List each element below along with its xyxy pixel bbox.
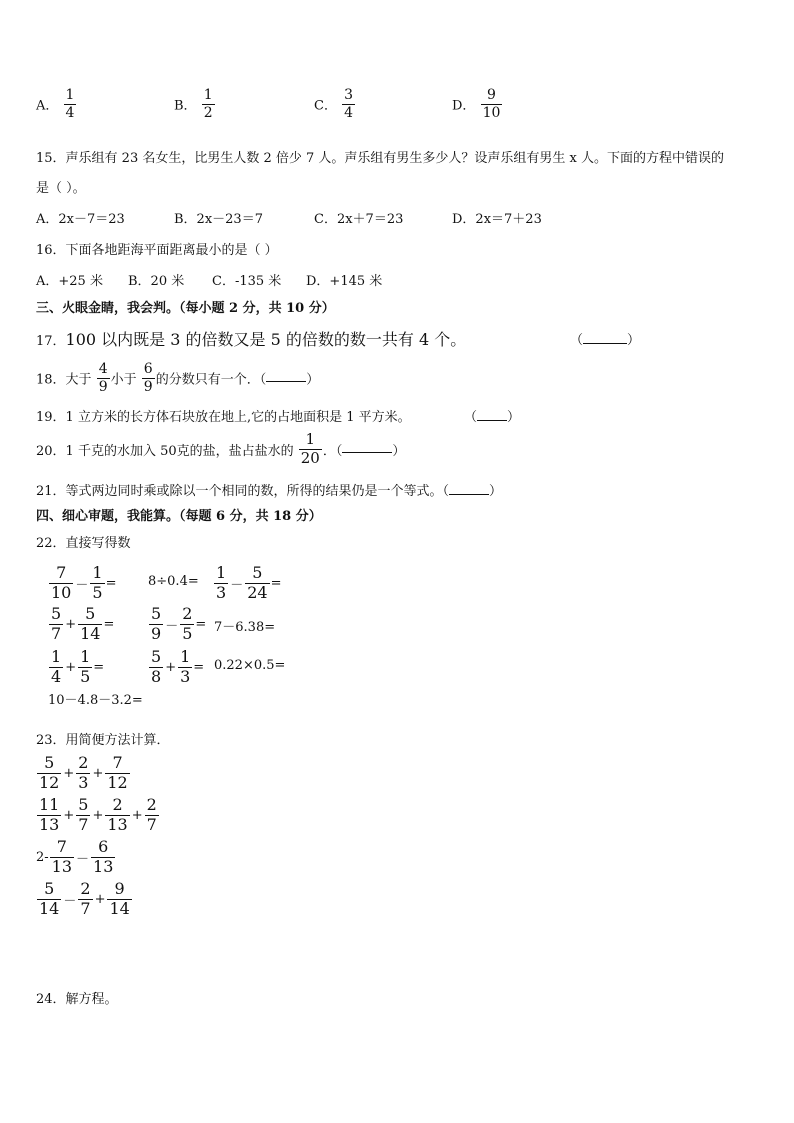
q22-expr-3: $\frac{1}{3}$ － $\frac{5}{24}$ =	[216, 563, 282, 602]
q19-answer-blank[interactable]: （ ）	[464, 410, 521, 425]
fraction: $\frac{11}{13}$	[39, 795, 60, 834]
fraction: $\frac{5}{14}$	[80, 604, 101, 643]
q19: 19．1 立方米的长方体石块放在地上,它的占地面积是 1 平方米。	[36, 410, 411, 425]
q14-option-d: D． $\frac{9}{10}$	[452, 87, 501, 121]
fraction: $\frac{2}{3}$	[78, 753, 89, 792]
q24-title: 24．解方程。	[36, 992, 118, 1007]
section-heading-3: 三、火眼金睛，我会判。（每小题 2 分，共 10 分）	[36, 301, 335, 316]
answer-line[interactable]	[583, 331, 627, 344]
q15-option-a: A．2x－7＝23	[36, 212, 125, 227]
q17-answer-blank[interactable]: （ ）	[570, 333, 641, 348]
fraction: $\frac{1}{2}$	[203, 87, 213, 121]
q22-expr-10: 10－4.8－3.2=	[48, 693, 143, 708]
fraction: $\frac{5}{12}$	[39, 753, 60, 792]
fraction: $\frac{6}{13}$	[93, 837, 114, 876]
fraction: $\frac{2}{7}$	[80, 879, 91, 918]
fraction: $\frac{5}{8}$	[151, 647, 162, 686]
q22-expr-5: $\frac{5}{9}$ － $\frac{2}{5}$ =	[151, 604, 207, 643]
fraction: $\frac{1}{5}$	[80, 647, 91, 686]
q17: 17．100 以内既是 3 的倍数又是 5 的倍数的数一共有 4 个。	[36, 330, 467, 349]
q16-option-d: D．+145 米	[306, 274, 383, 289]
fraction: $\frac{1}{3}$	[216, 563, 227, 602]
q22-expr-1: $\frac{7}{10}$ － $\frac{1}{5}$ =	[51, 563, 117, 602]
fraction: $\frac{7}{13}$	[51, 837, 73, 876]
q23-expr-4: $\frac{5}{14}$ － $\frac{2}{7}$ + $\frac{9}{14}$	[39, 879, 130, 918]
q18: 18．大于 $\frac{4}{9}$ 小于 $\frac{6}{9}$ 的分数只有一个．（ ）	[36, 361, 320, 395]
q23-expr-1: $\frac{5}{12}$ + $\frac{2}{3}$ + $\frac{7}{12}$	[39, 753, 128, 792]
q22-expr-8: $\frac{5}{8}$ + $\frac{1}{3}$ =	[151, 647, 205, 686]
q18-answer-blank[interactable]	[266, 369, 306, 382]
fraction: $\frac{1}{3}$	[180, 647, 191, 686]
fraction: $\frac{2}{13}$	[107, 795, 128, 834]
q16-option-a: A．+25 米	[36, 274, 103, 289]
section-heading-4: 四、细心审题，我能算。（每题 6 分，共 18 分）	[36, 509, 322, 524]
fraction: $\frac{7}{12}$	[107, 753, 128, 792]
q14-option-a: A． $\frac{1}{4}$	[36, 87, 75, 121]
q16-option-b: B．20 米	[128, 274, 185, 289]
q15-option-d: D．2x＝7＋23	[452, 212, 542, 227]
q23-title: 23．用简便方法计算．	[36, 733, 170, 748]
fraction: $\frac{1}{20}$	[300, 430, 320, 467]
q16-option-c: C．-135 米	[212, 274, 282, 289]
q15-option-c: C．2x＋7＝23	[314, 212, 404, 227]
q22-expr-2: 8÷0.4=	[148, 574, 199, 589]
q16-stem: 16．下面各地距海平面距离最小的是（ ）	[36, 243, 278, 258]
fraction: $\frac{1}{5}$	[92, 563, 103, 602]
fraction: $\frac{1}{4}$	[51, 647, 62, 686]
q22-expr-9: 0.22×0.5=	[214, 658, 286, 673]
fraction: $\frac{5}{14}$	[39, 879, 60, 918]
q14-option-b: B． $\frac{1}{2}$	[174, 87, 213, 121]
q23-expr-2: $\frac{11}{13}$ + $\frac{5}{7}$ + $\frac{2}{13}$ + $\frac{2}{7}$	[39, 795, 157, 834]
fraction: $\frac{2}{7}$	[146, 795, 157, 834]
q20-answer-blank[interactable]	[342, 440, 392, 453]
fraction: $\frac{3}{4}$	[344, 87, 354, 121]
fraction: $\frac{1}{4}$	[65, 87, 75, 121]
fraction: $\frac{9}{10}$	[482, 87, 501, 121]
answer-line[interactable]	[477, 408, 507, 421]
q22-expr-7: $\frac{1}{4}$ + $\frac{1}{5}$ =	[51, 647, 105, 686]
q21: 21．等式两边同时乘或除以一个相同的数，所得的结果仍是一个等式。（ ）	[36, 484, 503, 499]
fraction: $\frac{4}{9}$	[98, 361, 108, 395]
fraction: $\frac{5}{7}$	[51, 604, 62, 643]
q23-expr-3: 2- $\frac{7}{13}$ － $\frac{6}{13}$	[36, 837, 114, 876]
fraction: $\frac{2}{5}$	[182, 604, 193, 643]
q22-expr-6: 7－6.38=	[214, 620, 276, 635]
q21-answer-blank[interactable]	[449, 482, 489, 495]
fraction: $\frac{5}{7}$	[78, 795, 89, 834]
q20: 20．1 千克的水加入 50克的盐，盐占盐水的 $\frac{1}{20}$ ．（ ）	[36, 430, 406, 467]
q15-option-b: B．2x－23＝7	[174, 212, 263, 227]
fraction: $\frac{6}{9}$	[143, 361, 153, 395]
fraction: $\frac{5}{9}$	[151, 604, 162, 643]
fraction: $\frac{9}{14}$	[109, 879, 130, 918]
q15-stem-line2: 是（ ）。	[36, 181, 86, 196]
q15-stem-line1: 15．声乐组有 23 名女生，比男生人数 2 倍少 7 人。声乐组有男生多少人？设声乐组有男生 x 人。下面的方程中错误的	[36, 151, 725, 166]
fraction: $\frac{7}{10}$	[51, 563, 72, 602]
q22-expr-4: $\frac{5}{7}$ + $\frac{5}{14}$ =	[51, 604, 115, 643]
q14-option-c: C． $\frac{3}{4}$	[314, 87, 354, 121]
fraction: $\frac{5}{24}$	[247, 563, 268, 602]
q22-title: 22．直接写得数	[36, 536, 131, 551]
